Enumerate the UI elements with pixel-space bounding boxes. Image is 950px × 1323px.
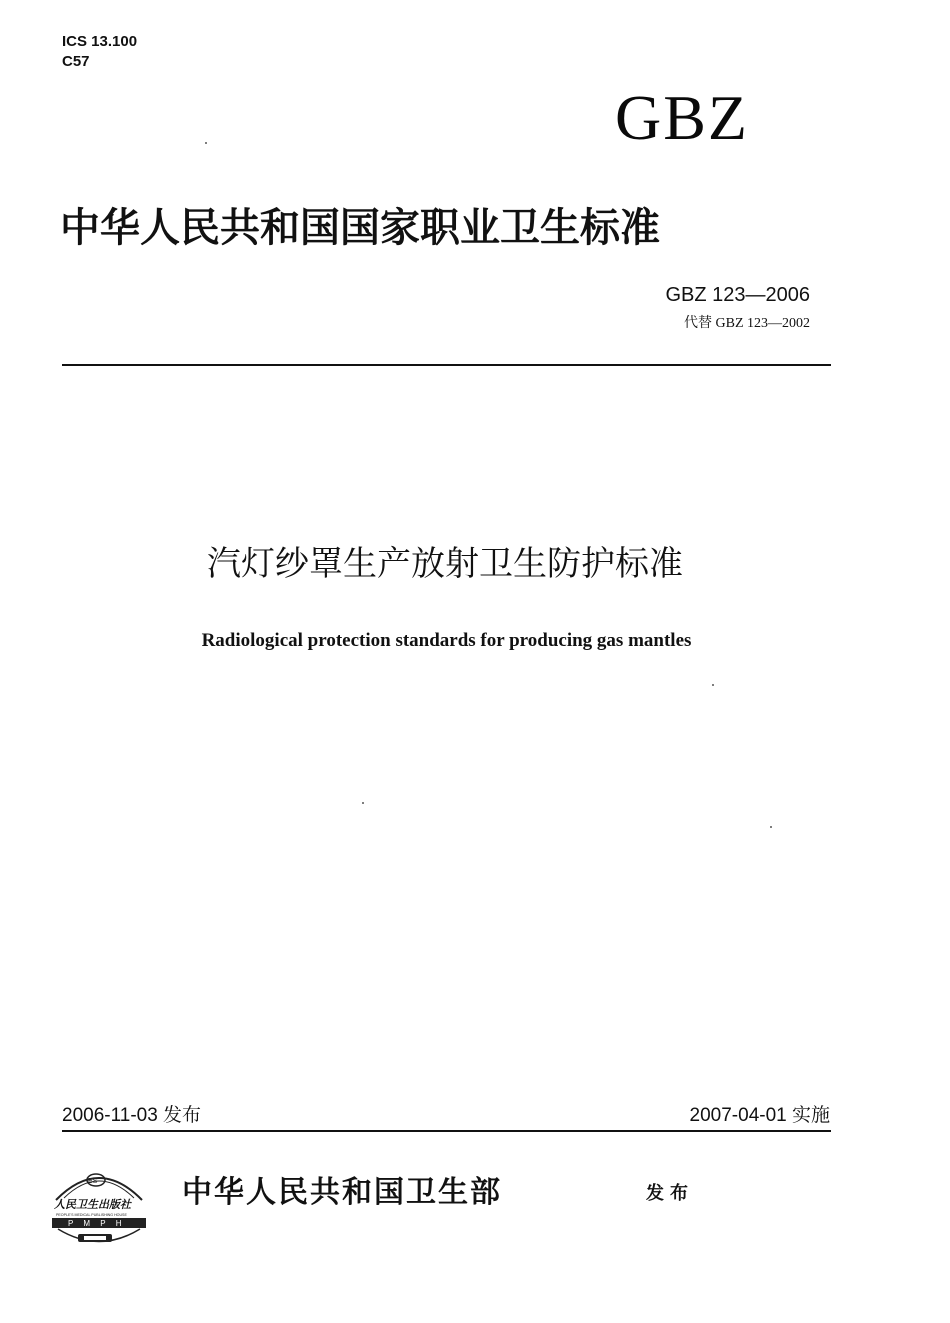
title-chinese: 汽灯纱罩生产放射卫生防护标准	[207, 544, 683, 584]
scan-speck	[362, 802, 364, 804]
svg-text:ES: ES	[88, 1178, 98, 1185]
standard-number: GBZ 123—2006	[665, 284, 810, 306]
scan-speck	[205, 142, 207, 144]
bottom-divider	[62, 1130, 831, 1132]
issuing-authority: 中华人民共和国卫生部	[182, 1175, 502, 1210]
ics-code: ICS 13.100	[62, 33, 138, 50]
issue-date: 2006-11-03 发布	[62, 1105, 202, 1126]
publisher-logo	[44, 1158, 154, 1248]
category-code: C57	[62, 53, 90, 70]
svg-text:PEOPLE'S MEDICAL PUBLISHING HO: PEOPLE'S MEDICAL PUBLISHING HOUSE	[56, 1213, 127, 1217]
main-heading: 中华人民共和国国家职业卫生标准	[60, 205, 660, 251]
standard-mark: GBZ	[615, 82, 749, 153]
svg-text:P M P H: P M P H	[68, 1219, 126, 1228]
issue-word: 发布	[646, 1183, 694, 1204]
implementation-date: 2007-04-01 实施	[689, 1105, 830, 1126]
replaces-standard: 代替 GBZ 123—2002	[684, 316, 810, 331]
top-divider	[62, 364, 831, 366]
scan-speck	[712, 684, 714, 686]
scan-speck	[770, 826, 772, 828]
title-english: Radiological protection standards for producing gas mantles	[201, 630, 692, 651]
svg-text:人民卫生出版社: 人民卫生出版社	[54, 1198, 131, 1211]
